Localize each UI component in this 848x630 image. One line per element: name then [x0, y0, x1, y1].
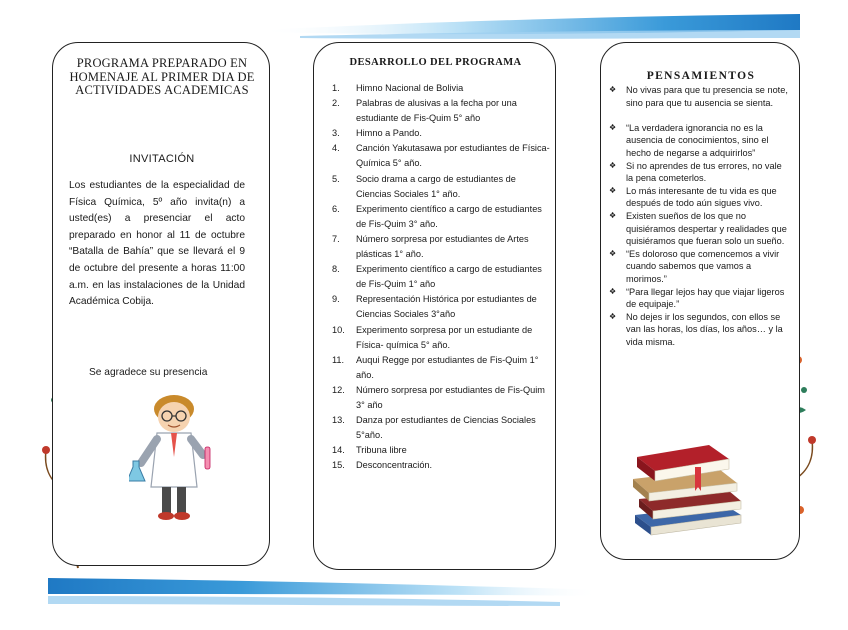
program-item-number: 5.: [332, 173, 340, 184]
program-item-text: Socio drama a cargo de estudiantes de Ciencias Sociales 1° año.: [356, 173, 516, 199]
thought-text: Existen sueños de los que no quisiéramos despertar y realidades que quisiéramos que fueran solo un sueño.: [626, 210, 787, 247]
program-item: [332, 443, 550, 458]
thanks-text: Se agradece su presencia: [89, 367, 208, 378]
thought-text: No dejes ir los segundos, con ellos se van las horas, los días, los años… y la vida misma.: [626, 311, 783, 347]
diamond-bullet-icon: ❖: [609, 122, 617, 132]
program-item-text: Experimento sorpresa por un estudiante de Física- química 5° año.: [356, 324, 533, 350]
program-item: [332, 262, 550, 292]
thoughts-panel: [600, 42, 800, 560]
program-item-number: 6.: [332, 203, 340, 214]
program-panel: [313, 42, 556, 570]
thought-item: [609, 185, 789, 210]
program-heading: DESARROLLO DEL PROGRAMA: [349, 57, 522, 68]
program-item-text: Desconcentración.: [356, 460, 433, 471]
program-item-number: 2.: [332, 98, 340, 109]
program-item-number: 3.: [332, 128, 340, 139]
program-item-number: 7.: [332, 233, 340, 244]
thought-text: “Para llegar lejos hay que viajar ligeros de equipaje.”: [626, 286, 785, 310]
thought-item: [609, 210, 789, 248]
program-item-number: 13.: [332, 415, 345, 426]
program-item-text: Canción Yakutasawa por estudiantes de Física-Química 5° año.: [356, 143, 550, 169]
program-list: [332, 81, 550, 473]
thought-item: [609, 286, 789, 311]
program-item: [332, 172, 550, 202]
scientist-illustration: [129, 387, 219, 527]
program-item-text: Himno a Pando.: [356, 128, 422, 139]
program-item-number: 1.: [332, 83, 340, 93]
program-item-number: 10.: [332, 324, 345, 335]
diamond-bullet-icon: ❖: [609, 311, 617, 321]
thought-text: No vivas para que tu presencia se note, sino para que tu ausencia se sienta.: [626, 85, 788, 108]
program-title: PROGRAMA PREPARADO EN HOMENAJE AL PRIMER DIA DE ACTIVIDADES ACADEMICAS: [69, 56, 255, 97]
thought-item: [609, 160, 789, 185]
program-item-text: Experimento científico a cargo de estudiantes de Fis-Quim 1° año: [356, 264, 542, 290]
diamond-bullet-icon: ❖: [609, 210, 617, 220]
program-item: [332, 126, 550, 141]
diamond-bullet-icon: ❖: [609, 160, 617, 170]
thoughts-list: [609, 84, 789, 348]
invitation-heading: INVITACIÓN: [129, 153, 195, 165]
invitation-panel: [52, 42, 270, 566]
program-item-number: 12.: [332, 384, 345, 395]
program-item-text: Himno Nacional de Bolivia: [356, 83, 464, 93]
invitation-body: Los estudiantes de la especialidad de Física Química, 5º año invita(n) a usted(es) a presenciar el acto preparado en honor al 11 de octubre “Batalla de Bahía” que se llevará el 9 de octubre del presente a horas 11:00 a.m. en las instalaciones de la Unidad Académica Cobija.: [69, 180, 245, 308]
program-item-text: Palabras de alusivas a la fecha por una estudiante de Fis-Quim 5° año: [356, 98, 517, 124]
thought-text: “La verdadera ignorancia no es la ausencia de conocimientos, sino el hecho de negarse a adquirirlos”: [626, 122, 769, 158]
program-item: [332, 81, 550, 96]
thought-spacer: [609, 109, 789, 122]
thoughts-heading: PENSAMIENTOS: [646, 70, 756, 82]
program-item-number: 14.: [332, 445, 345, 456]
program-item-number: 4.: [332, 143, 340, 154]
program-item-text: Número sorpresa por estudiantes de Fis-Quim 3° año: [356, 384, 545, 410]
books-illustration: [629, 429, 747, 539]
program-item: [332, 383, 550, 413]
program-item-number: 9.: [332, 294, 340, 305]
program-item-text: Representación Histórica por estudiantes de Ciencias Sociales 3°año: [356, 294, 537, 320]
thought-item: [609, 248, 789, 286]
program-item: [332, 353, 550, 383]
bottom-decorative-swoosh: [0, 572, 848, 612]
thought-item: [609, 311, 789, 349]
thought-text: Lo más interesante de tu vida es que después de todo aún sigues vivo.: [626, 185, 777, 209]
thought-item: [609, 84, 789, 109]
program-item: [332, 292, 550, 322]
diamond-bullet-icon: ❖: [609, 286, 617, 296]
diamond-bullet-icon: ❖: [609, 248, 617, 258]
program-item: [332, 96, 550, 126]
program-item-text: Experimento científico a cargo de estudiantes de Fis-Quim 3° año.: [356, 203, 542, 229]
program-item: [332, 323, 550, 353]
diamond-bullet-icon: ❖: [609, 185, 617, 195]
program-item: [332, 413, 550, 443]
program-item-number: 15.: [332, 460, 345, 471]
program-item: [332, 202, 550, 232]
program-item-text: Auqui Regge por estudiantes de Fis-Quim 1° año.: [356, 354, 539, 380]
program-item-number: 11.: [332, 354, 345, 365]
program-item: [332, 232, 550, 262]
thought-text: “Es doloroso que comencemos a vivir cuando sabemos que vamos a morimos.”: [626, 248, 780, 284]
program-item: [332, 141, 550, 171]
program-item-text: Número sorpresa por estudiantes de Artes plásticas 1° año.: [356, 233, 529, 260]
thought-item: [609, 122, 789, 160]
thought-text: Si no aprendes de tus errores, no vale la pena cometerlos.: [626, 160, 782, 184]
program-item-text: Danza por estudiantes de Ciencias Sociales 5°año.: [356, 415, 536, 441]
program-item-number: 8.: [332, 264, 340, 275]
program-item: [332, 458, 550, 473]
program-item-text: Tribuna libre: [356, 445, 407, 456]
diamond-bullet-icon: ❖: [609, 85, 617, 94]
